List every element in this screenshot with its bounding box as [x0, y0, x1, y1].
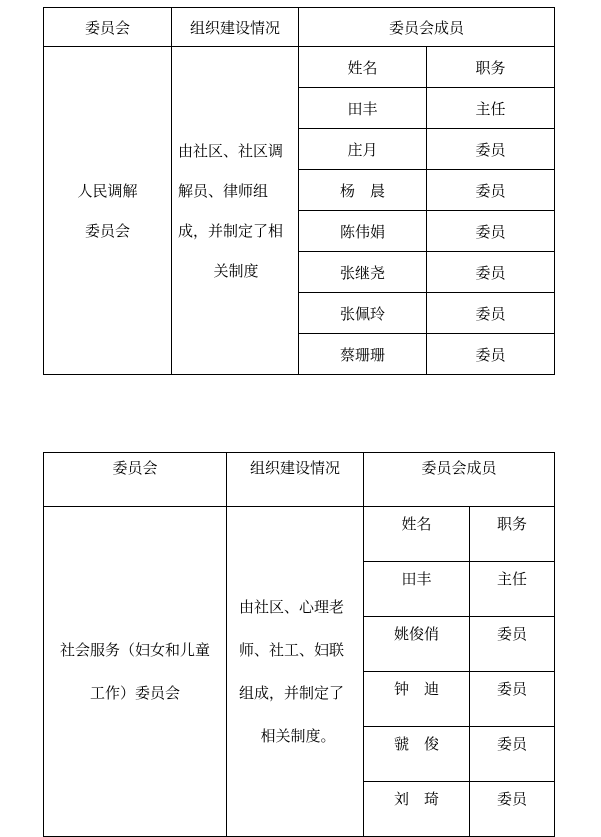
member-name: 庄月: [299, 129, 427, 170]
subheader-name: 姓名: [364, 507, 470, 562]
member-name: 杨 晨: [299, 170, 427, 211]
org-description-cell: [227, 507, 364, 837]
subheader-role: 职务: [427, 47, 555, 88]
subheader-role: 职务: [470, 507, 555, 562]
member-name: 田丰: [364, 562, 470, 617]
member-role: 委员: [470, 672, 555, 727]
org-line: 组成，并制定了: [239, 683, 345, 702]
member-name: 陈伟娟: [299, 211, 427, 252]
committee-name-cell: [44, 47, 172, 375]
committee-line: 社会服务（妇女和儿童: [59, 640, 210, 659]
member-name: 田丰: [299, 88, 427, 129]
member-role: 委员: [427, 170, 555, 211]
member-role: 委员: [427, 252, 555, 293]
subheader-row: [44, 507, 555, 562]
org-line: 师、社工、妇联: [239, 640, 345, 659]
header-committee: 委员会: [44, 8, 172, 47]
member-name: 蔡珊珊: [299, 334, 427, 375]
member-role: 委员: [427, 129, 555, 170]
member-name: 虢 俊: [364, 727, 470, 782]
header-org: 组织建设情况: [227, 453, 364, 507]
header-members: 委员会成员: [364, 453, 555, 507]
member-role: 委员: [427, 334, 555, 375]
member-role: 委员: [470, 617, 555, 672]
member-name: 张继尧: [299, 252, 427, 293]
committee-name-cell: [44, 507, 227, 837]
org-line: 解员、律师组: [178, 181, 269, 200]
member-name: 张佩玲: [299, 293, 427, 334]
member-name: 钟 迪: [364, 672, 470, 727]
org-line: 成，并制定了相: [178, 221, 284, 240]
member-name: 姚俊俏: [364, 617, 470, 672]
header-row: [44, 453, 555, 507]
committee-line: 工作）委员会: [89, 683, 180, 702]
org-line: 相关制度。: [260, 726, 336, 745]
member-role: 委员: [427, 211, 555, 252]
member-role: 主任: [427, 88, 555, 129]
member-role: 委员: [470, 727, 555, 782]
member-role: 委员: [470, 782, 555, 837]
org-line: 由社区、社区调: [178, 141, 284, 160]
org-description-cell: [172, 47, 299, 375]
committee-table-2: [43, 452, 555, 837]
committee-line: 委员会: [84, 221, 130, 240]
header-row: [44, 8, 555, 47]
org-line: 由社区、心理老: [239, 597, 345, 616]
subheader-name: 姓名: [299, 47, 427, 88]
member-role: 主任: [470, 562, 555, 617]
member-role: 委员: [427, 293, 555, 334]
committee-line: 人民调解: [77, 181, 138, 200]
header-org: 组织建设情况: [172, 8, 299, 47]
header-members: 委员会成员: [299, 8, 555, 47]
member-name: 刘 琦: [364, 782, 470, 837]
subheader-row: [44, 47, 555, 88]
committee-table-1: [43, 7, 555, 375]
header-committee: 委员会: [44, 453, 227, 507]
org-line: 关制度: [213, 261, 259, 280]
